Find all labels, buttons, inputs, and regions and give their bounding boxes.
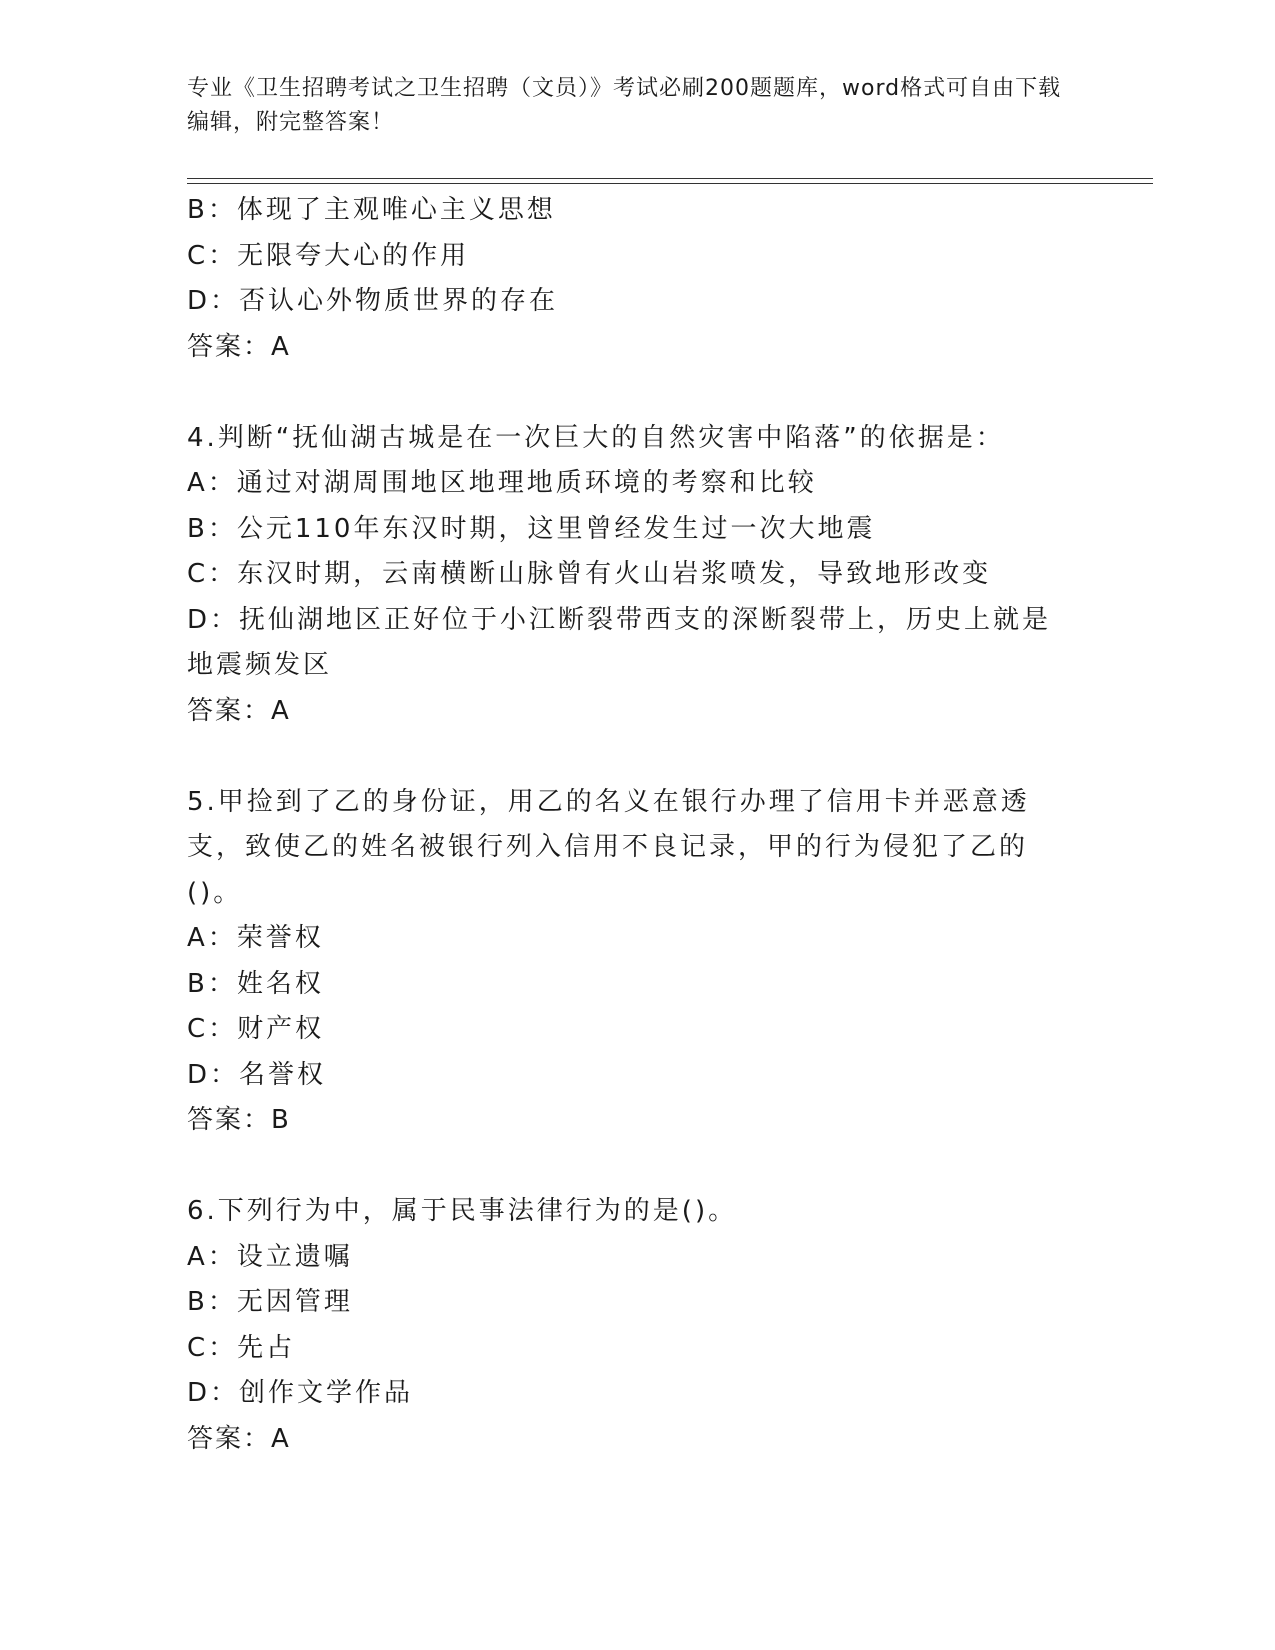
option-c: C：无限夸大心的作用: [187, 240, 470, 271]
option-d: D：创作文学作品: [187, 1378, 414, 1408]
answer: 答案：A: [187, 1423, 291, 1454]
option-c: C：财产权: [187, 1014, 325, 1044]
question-stem: 4.判断“抚仙湖古城是在一次巨大的自然灾害中陷落”的依据是：: [187, 422, 1005, 453]
answer: 答案：A: [187, 331, 291, 362]
option-b: B：体现了主观唯心主义思想: [187, 195, 556, 225]
question-3: [187, 188, 1077, 370]
question-stem: 6.下列行为中，属于民事法律行为的是()。: [187, 1196, 738, 1226]
answer: 答案：B: [187, 1105, 291, 1135]
option-d: D：名誉权: [187, 1059, 327, 1090]
question-list: [187, 188, 1077, 1462]
option-a: A：设立遗嘱: [187, 1241, 353, 1272]
option-b: B：无因管理: [187, 1287, 353, 1317]
document-header: 专业《卫生招聘考试之卫生招聘（文员）》考试必刷200题题库，word格式可自由下载编辑，附完整答案！: [187, 76, 1062, 135]
option-b: B：姓名权: [187, 968, 324, 999]
option-c: C：东汉时期，云南横断山脉曾有火山岩浆喷发，导致地形改变: [187, 559, 992, 589]
question-5: [187, 780, 1077, 1144]
header-rule-bottom: [187, 183, 1153, 184]
option-d: D：否认心外物质世界的存在: [187, 286, 559, 316]
option-a: A：通过对湖周围地区地理地质环境的考察和比较: [187, 468, 817, 498]
header-rule-top: [187, 178, 1153, 179]
option-d: D：抚仙湖地区正好位于小江断裂带西支的深断裂带上，历史上就是地震频发区: [187, 604, 1052, 680]
question-4: [187, 416, 1077, 735]
question-6: [187, 1189, 1077, 1462]
question-stem: 5.甲捡到了乙的身份证，用乙的名义在银行办理了信用卡并恶意透支，致使乙的姓名被银行列入信用不良记录，甲的行为侵犯了乙的()。: [187, 786, 1030, 908]
option-c: C：先占: [187, 1332, 296, 1363]
option-a: A：荣誉权: [187, 923, 324, 953]
option-b: B：公元110年东汉时期，这里曾经发生过一次大地震: [187, 513, 876, 544]
answer: 答案：A: [187, 695, 291, 726]
